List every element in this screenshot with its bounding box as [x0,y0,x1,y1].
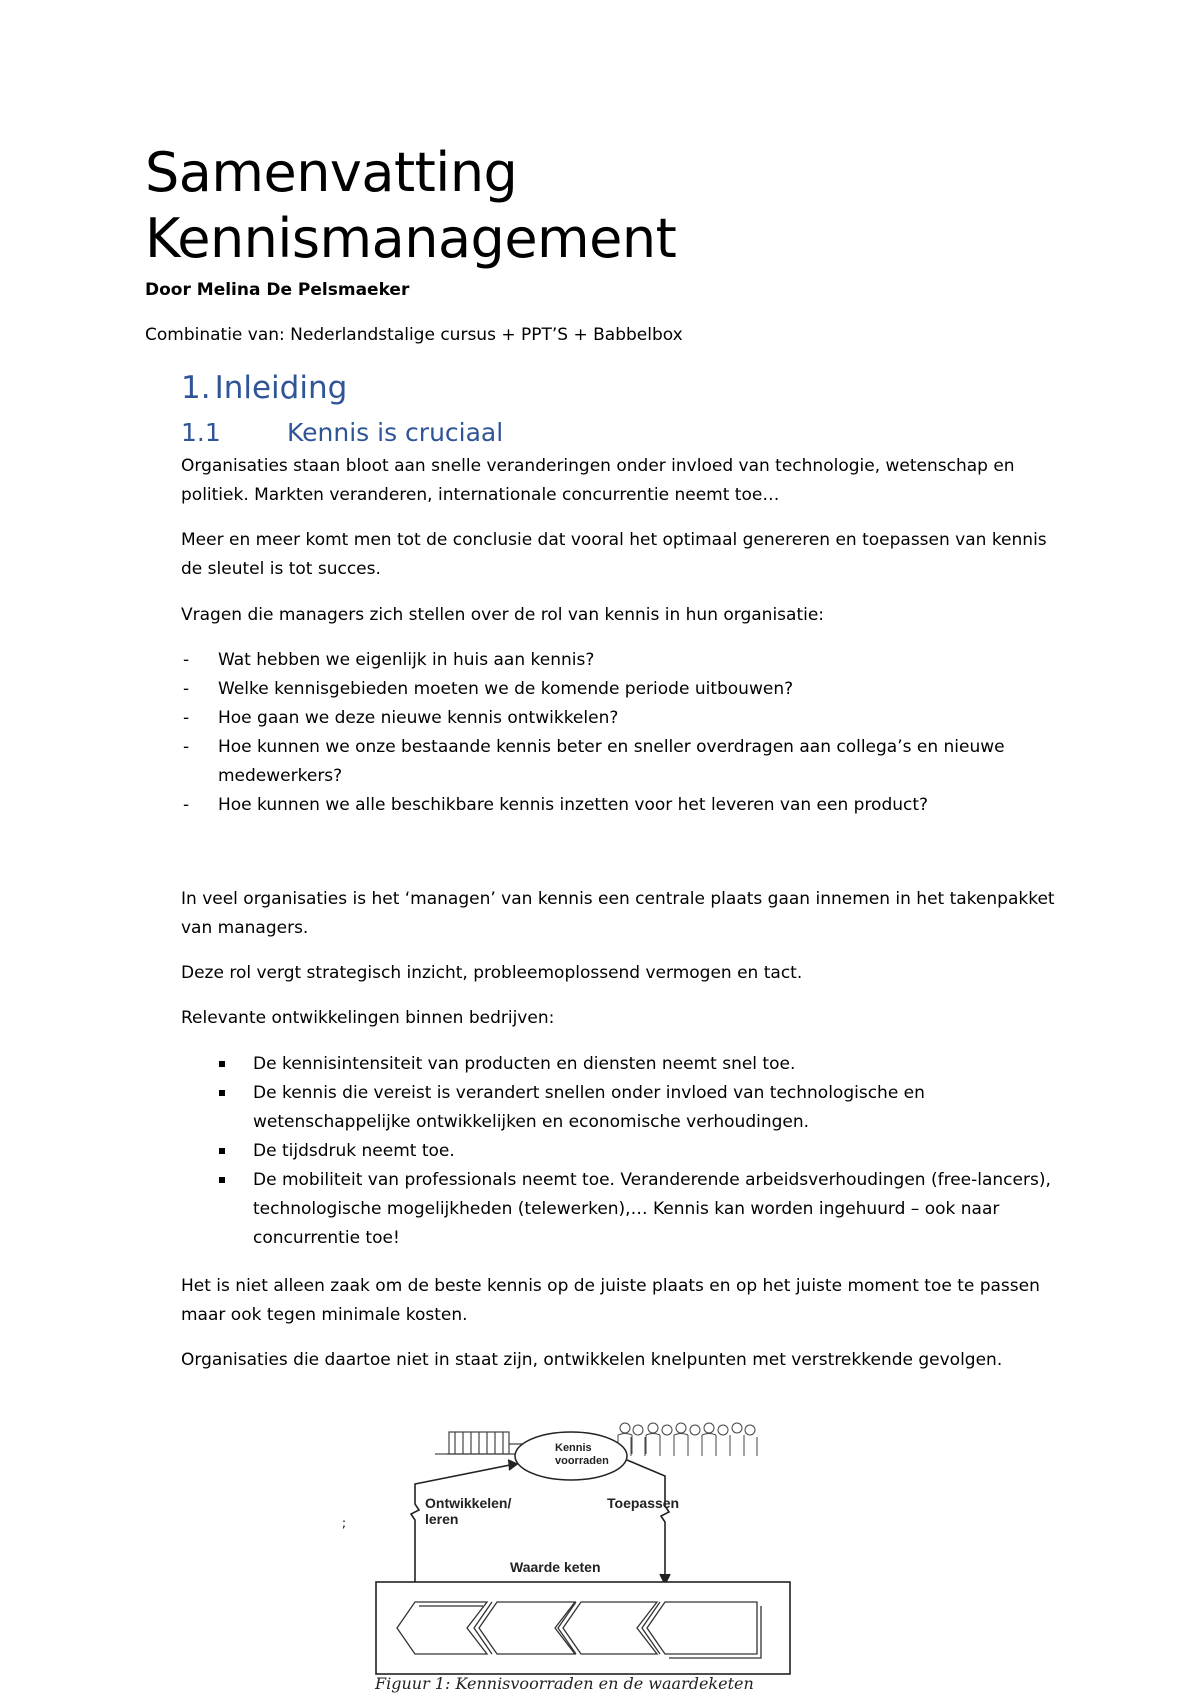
heading-section-1-1 [181,418,503,447]
list-item: - Welke kennisgebieden moeten we de komende periode uitbouwen? [181,675,1061,704]
title-line-2: Kennismanagement [145,207,677,270]
people-group-icon [618,1423,757,1456]
paragraph-7: Het is niet alleen zaak om de beste kennis op de juiste plaats en op het juiste moment toe te passen maar ook tegen minimale kosten. [181,1276,1040,1325]
develop-label-line-2: leren [425,1511,459,1527]
figure-caption: Figuur 1: Kennisvoorraden en de waardeketen [375,1674,754,1693]
list-item: - Hoe gaan we deze nieuwe kennis ontwikkelen? [181,704,1061,733]
value-chain-box [376,1582,790,1674]
list-item: - Hoe kunnen we onze bestaande kennis beter en sneller overdragen aan collega’s en nieuwe medewerkers? [181,733,1061,791]
node-label-line-1: Kennis [555,1442,592,1454]
apply-label: Toepassen [607,1495,680,1511]
heading-number: 1.1 [181,418,221,447]
building-icon [435,1432,527,1454]
list-item: - Wat hebben we eigenlijk in huis aan kennis? [181,646,1061,675]
title-line-1: Samenvatting [145,141,518,204]
document-title [145,140,676,272]
heading-text: Kennis is cruciaal [287,418,504,447]
value-chain-label: Waarde keten [510,1559,601,1575]
heading-number: 1. [181,370,211,406]
list-item: De kennisintensiteit van producten en diensten neemt snel toe. [217,1050,1062,1079]
stray-mark: ; [342,1516,347,1530]
list-item: De kennis die vereist is verandert snellen onder invloed van technologische en wetenschappelijke ontwikkelijken en economische verhoudingen. [217,1079,1062,1137]
paragraph-6: Relevante ontwikkelingen binnen bedrijven: [181,1008,555,1028]
paragraph-5: Deze rol vergt strategisch inzicht, probleemoplossend vermogen en tact. [181,963,803,983]
develop-label-line-1: Ontwikkelen/ [425,1495,512,1511]
knowledge-value-chain-figure [375,1420,795,1698]
node-label-line-2: voorraden [555,1455,609,1467]
questions-list [181,646,1061,820]
list-item: De mobiliteit van professionals neemt toe. Veranderende arbeidsverhoudingen (free-lancers), technologische mogelijkheden (telewerken),… Kennis kan worden ingehuurd – ook naar concurrentie toe! [217,1166,1062,1253]
author-line: Door Melina De Pelsmaeker [145,280,410,300]
list-item: - Hoe kunnen we alle beschikbare kennis inzetten voor het leveren van een product? [181,791,1061,820]
list-item: De tijdsdruk neemt toe. [217,1137,1062,1166]
paragraph-4: In veel organisaties is het ‘managen’ van kennis een centrale plaats gaan innemen in het takenpakket van managers. [181,889,1055,938]
combination-line: Combinatie van: Nederlandstalige cursus + PPT’S + Babbelbox [145,325,683,345]
apply-arrow [627,1460,670,1584]
heading-text: Inleiding [214,370,348,406]
paragraph-1: Organisaties staan bloot aan snelle veranderingen onder invloed van technologie, wetenschap en politiek. Markten veranderen, internationale concurrentie neemt toe… [181,456,1015,505]
paragraph-2: Meer en meer komt men tot de conclusie dat vooral het optimaal genereren en toepassen van kennis de sleutel is tot succes. [181,530,1047,579]
developments-list [217,1050,1062,1253]
paragraph-8: Organisaties die daartoe niet in staat zijn, ontwikkelen knelpunten met verstrekkende gevolgen. [181,1350,1003,1370]
heading-section-1 [181,370,347,406]
paragraph-3: Vragen die managers zich stellen over de rol van kennis in hun organisatie: [181,605,825,625]
